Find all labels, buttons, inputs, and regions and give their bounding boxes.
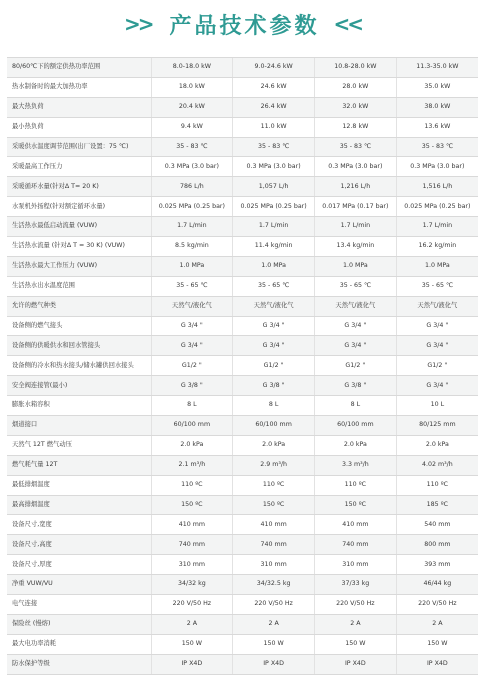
- model-2-value: 2.9 m³/h: [233, 455, 315, 475]
- row-label: 防水保护等级: [7, 654, 151, 674]
- model-4-value: 2.0 kPa: [396, 435, 478, 455]
- model-2-value: 410 mm: [233, 515, 315, 535]
- model-2-value: G 3/4 ": [233, 336, 315, 356]
- model-2-value: G 3/4 ": [233, 316, 315, 336]
- model-4-value: 1.0 MPa: [396, 256, 478, 276]
- model-2-value: 11.4 kg/min: [233, 237, 315, 257]
- model-2-value: 9.0-24.6 kW: [233, 58, 315, 78]
- model-3-value: 13.4 kg/min: [315, 237, 397, 257]
- table-row: [7, 237, 478, 257]
- model-4-value: 2 A: [396, 614, 478, 634]
- table-row: [7, 97, 478, 117]
- table-row: [7, 555, 478, 575]
- row-label: 采暖循环水量(针对Δ T= 20 K): [7, 177, 151, 197]
- model-3-value: 28.0 kW: [315, 77, 397, 97]
- row-label: 设备侧的供暖供水和回水管接头: [7, 336, 151, 356]
- model-3-value: 1,216 L/h: [315, 177, 397, 197]
- model-1-value: 8.0-18.0 kW: [151, 58, 233, 78]
- table-row: [7, 495, 478, 515]
- model-2-value: 2.0 kPa: [233, 435, 315, 455]
- model-3-value: 0.017 MPa (0.17 bar): [315, 197, 397, 217]
- model-4-value: 10 L: [396, 396, 478, 416]
- section-header: [0, 0, 485, 48]
- model-2-value: IP X4D: [233, 654, 315, 674]
- model-2-value: 310 mm: [233, 555, 315, 575]
- spec-table: [7, 57, 478, 675]
- spec-table-body: [7, 58, 478, 675]
- model-4-value: 天然气/液化气: [396, 296, 478, 316]
- model-2-value: 110 ºC: [233, 475, 315, 495]
- model-4-value: 110 ºC: [396, 475, 478, 495]
- model-1-value: 310 mm: [151, 555, 233, 575]
- model-2-value: 60/100 mm: [233, 416, 315, 436]
- model-1-value: 1.0 MPa: [151, 256, 233, 276]
- row-label: 设备侧的燃气接头: [7, 316, 151, 336]
- model-4-value: 185 ºC: [396, 495, 478, 515]
- model-2-value: 220 V/50 Hz: [233, 595, 315, 615]
- model-4-value: IP X4D: [396, 654, 478, 674]
- model-3-value: 天然气/液化气: [315, 296, 397, 316]
- row-label: 最低排烟温度: [7, 475, 151, 495]
- model-2-value: 11.0 kW: [233, 117, 315, 137]
- model-3-value: 2.0 kPa: [315, 435, 397, 455]
- row-label: 生活热水最低启动流量 (VUW): [7, 217, 151, 237]
- model-4-value: 0.3 MPa (3.0 bar): [396, 157, 478, 177]
- model-4-value: G 3/4 ": [396, 316, 478, 336]
- model-4-value: 800 mm: [396, 535, 478, 555]
- row-label: 燃气耗气量 12T: [7, 455, 151, 475]
- table-row: [7, 276, 478, 296]
- row-label: 采暖最高工作压力: [7, 157, 151, 177]
- table-row: [7, 634, 478, 654]
- model-1-value: 天然气/液化气: [151, 296, 233, 316]
- model-4-value: 393 mm: [396, 555, 478, 575]
- table-row: [7, 316, 478, 336]
- model-3-value: 2 A: [315, 614, 397, 634]
- table-row: [7, 595, 478, 615]
- model-3-value: 310 mm: [315, 555, 397, 575]
- table-row: [7, 137, 478, 157]
- model-1-value: 110 ºC: [151, 475, 233, 495]
- row-label: 采暖供水温度调节范围(出厂设置：75 ℃): [7, 137, 151, 157]
- model-1-value: 1.7 L/min: [151, 217, 233, 237]
- row-label: 设备侧的冷水和热水接头/储水罐供回水接头: [7, 356, 151, 376]
- row-label: 电气连接: [7, 595, 151, 615]
- model-2-value: 2 A: [233, 614, 315, 634]
- model-1-value: IP X4D: [151, 654, 233, 674]
- model-3-value: 37/33 kg: [315, 575, 397, 595]
- table-row: [7, 515, 478, 535]
- model-4-value: 13.6 kW: [396, 117, 478, 137]
- table-row: [7, 416, 478, 436]
- model-2-value: 0.025 MPa (0.25 bar): [233, 197, 315, 217]
- chevron-left-icon: <<: [333, 12, 362, 36]
- model-3-value: 150 W: [315, 634, 397, 654]
- model-1-value: 8 L: [151, 396, 233, 416]
- model-4-value: 16.2 kg/min: [396, 237, 478, 257]
- table-row: [7, 396, 478, 416]
- model-1-value: 2.1 m³/h: [151, 455, 233, 475]
- table-row: [7, 157, 478, 177]
- model-4-value: 0.025 MPa (0.25 bar): [396, 197, 478, 217]
- model-2-value: 34/32.5 kg: [233, 575, 315, 595]
- model-3-value: 1.0 MPa: [315, 256, 397, 276]
- table-row: [7, 336, 478, 356]
- model-3-value: 410 mm: [315, 515, 397, 535]
- model-1-value: 9.4 kW: [151, 117, 233, 137]
- row-label: 最高排烟温度: [7, 495, 151, 515]
- model-2-value: 35 - 65 ℃: [233, 276, 315, 296]
- row-label: 最大电功率消耗: [7, 634, 151, 654]
- model-1-value: 8.5 kg/min: [151, 237, 233, 257]
- model-2-value: G1/2 ": [233, 356, 315, 376]
- model-3-value: 110 ºC: [315, 475, 397, 495]
- row-label: 最小热负荷: [7, 117, 151, 137]
- model-1-value: 786 L/h: [151, 177, 233, 197]
- table-row: [7, 376, 478, 396]
- model-2-value: 150 W: [233, 634, 315, 654]
- model-3-value: 150 ºC: [315, 495, 397, 515]
- table-row: [7, 435, 478, 455]
- model-1-value: 35 - 83 ℃: [151, 137, 233, 157]
- model-3-value: 32.0 kW: [315, 97, 397, 117]
- row-label: 水泵机外扬程(针对额定循环水量): [7, 197, 151, 217]
- model-3-value: 10.8-28.0 kW: [315, 58, 397, 78]
- model-3-value: G1/2 ": [315, 356, 397, 376]
- row-label: 安全阀连接管(最小): [7, 376, 151, 396]
- model-1-value: 35 - 65 ℃: [151, 276, 233, 296]
- model-1-value: 18.0 kW: [151, 77, 233, 97]
- model-1-value: 0.025 MPa (0.25 bar): [151, 197, 233, 217]
- model-4-value: 11.3-35.0 kW: [396, 58, 478, 78]
- model-4-value: 1,516 L/h: [396, 177, 478, 197]
- model-4-value: G1/2 ": [396, 356, 478, 376]
- table-row: [7, 296, 478, 316]
- model-4-value: 38.0 kW: [396, 97, 478, 117]
- model-1-value: G 3/8 ": [151, 376, 233, 396]
- table-row: [7, 475, 478, 495]
- model-4-value: 80/125 mm: [396, 416, 478, 436]
- row-label: 净重 VUW/VU: [7, 575, 151, 595]
- model-4-value: 35 - 65 ℃: [396, 276, 478, 296]
- model-3-value: 35 - 65 ℃: [315, 276, 397, 296]
- model-2-value: G 3/8 ": [233, 376, 315, 396]
- model-3-value: 3.3 m³/h: [315, 455, 397, 475]
- model-1-value: G 3/4 ": [151, 336, 233, 356]
- model-3-value: 1.7 L/min: [315, 217, 397, 237]
- chevron-right-icon: >>: [123, 12, 152, 36]
- table-row: [7, 614, 478, 634]
- row-label: 生活热水最大工作压力 (VUW): [7, 256, 151, 276]
- model-2-value: 740 mm: [233, 535, 315, 555]
- model-2-value: 天然气/液化气: [233, 296, 315, 316]
- row-label: 80/60℃下的额定供热功率范围: [7, 58, 151, 78]
- row-label: 允许的燃气种类: [7, 296, 151, 316]
- model-2-value: 1.7 L/min: [233, 217, 315, 237]
- model-2-value: 8 L: [233, 396, 315, 416]
- model-3-value: 220 V/50 Hz: [315, 595, 397, 615]
- row-label: 烟道接口: [7, 416, 151, 436]
- model-3-value: G 3/4 ": [315, 316, 397, 336]
- table-row: [7, 77, 478, 97]
- model-4-value: 1.7 L/min: [396, 217, 478, 237]
- model-4-value: G 3/4 ": [396, 336, 478, 356]
- model-2-value: 24.6 kW: [233, 77, 315, 97]
- model-3-value: 8 L: [315, 396, 397, 416]
- model-2-value: 35 - 83 ℃: [233, 137, 315, 157]
- row-label: 热水制备时的最大加热功率: [7, 77, 151, 97]
- model-1-value: 740 mm: [151, 535, 233, 555]
- row-label: 设备尺寸,高度: [7, 535, 151, 555]
- row-label: 生活热水流量 (针对Δ T = 30 K) (VUW): [7, 237, 151, 257]
- model-3-value: 12.8 kW: [315, 117, 397, 137]
- model-4-value: 46/44 kg: [396, 575, 478, 595]
- model-1-value: 410 mm: [151, 515, 233, 535]
- model-4-value: G 3/4 ": [396, 376, 478, 396]
- model-2-value: 0.3 MPa (3.0 bar): [233, 157, 315, 177]
- model-3-value: 0.3 MPa (3.0 bar): [315, 157, 397, 177]
- model-3-value: G 3/4 ": [315, 336, 397, 356]
- table-row: [7, 217, 478, 237]
- model-3-value: 740 mm: [315, 535, 397, 555]
- model-3-value: IP X4D: [315, 654, 397, 674]
- table-row: [7, 654, 478, 674]
- table-row: [7, 58, 478, 78]
- model-4-value: 35.0 kW: [396, 77, 478, 97]
- model-4-value: 220 V/50 Hz: [396, 595, 478, 615]
- model-4-value: 150 W: [396, 634, 478, 654]
- model-3-value: 60/100 mm: [315, 416, 397, 436]
- row-label: 最大热负荷: [7, 97, 151, 117]
- model-1-value: 150 ºC: [151, 495, 233, 515]
- model-1-value: G 3/4 ": [151, 316, 233, 336]
- model-1-value: 2.0 kPa: [151, 435, 233, 455]
- model-4-value: 540 mm: [396, 515, 478, 535]
- model-1-value: 20.4 kW: [151, 97, 233, 117]
- model-1-value: 150 W: [151, 634, 233, 654]
- model-1-value: 2 A: [151, 614, 233, 634]
- row-label: 生活热水出水温度范围: [7, 276, 151, 296]
- model-4-value: 4.02 m³/h: [396, 455, 478, 475]
- model-1-value: 60/100 mm: [151, 416, 233, 436]
- model-1-value: 34/32 kg: [151, 575, 233, 595]
- table-row: [7, 256, 478, 276]
- table-row: [7, 575, 478, 595]
- table-row: [7, 197, 478, 217]
- model-1-value: 0.3 MPa (3.0 bar): [151, 157, 233, 177]
- row-label: 设备尺寸,宽度: [7, 515, 151, 535]
- row-label: 保险丝 (慢熔): [7, 614, 151, 634]
- model-2-value: 150 ºC: [233, 495, 315, 515]
- table-row: [7, 535, 478, 555]
- row-label: 膨胀水箱容积: [7, 396, 151, 416]
- model-3-value: G 3/8 ": [315, 376, 397, 396]
- model-1-value: 220 V/50 Hz: [151, 595, 233, 615]
- model-3-value: 35 - 83 ℃: [315, 137, 397, 157]
- row-label: 天然气 12T 燃气动压: [7, 435, 151, 455]
- table-row: [7, 356, 478, 376]
- model-2-value: 26.4 kW: [233, 97, 315, 117]
- table-row: [7, 455, 478, 475]
- page-title: 产品技术参数: [169, 13, 320, 39]
- row-label: 设备尺寸,厚度: [7, 555, 151, 575]
- table-row: [7, 117, 478, 137]
- model-4-value: 35 - 83 ℃: [396, 137, 478, 157]
- model-2-value: 1.0 MPa: [233, 256, 315, 276]
- model-1-value: G1/2 ": [151, 356, 233, 376]
- model-2-value: 1,057 L/h: [233, 177, 315, 197]
- table-row: [7, 177, 478, 197]
